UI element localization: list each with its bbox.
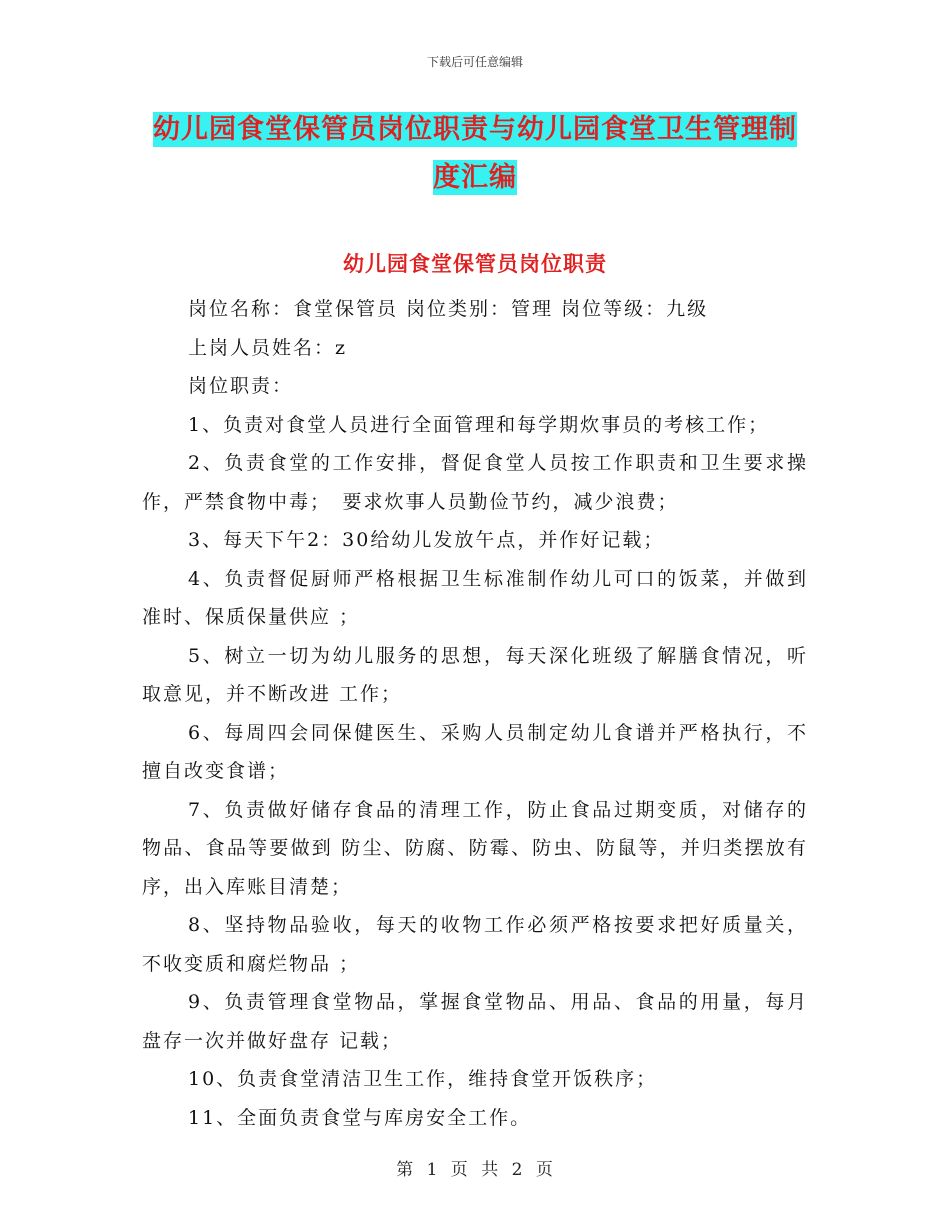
- duty-item: 5、树立一切为幼儿服务的思想，每天深化班级了解膳食情况，听取意见，并不断改进 工作；: [142, 644, 808, 705]
- duty-item: 10、负责食堂清洁卫生工作，维持食堂开饭秩序；: [188, 1068, 658, 1090]
- duty-item: 2、负责食堂的工作安排，督促食堂人员按工作职责和卫生要求操作，严禁食物中毒； 要求炊事人员勤俭节约，减少浪费；: [142, 452, 808, 513]
- paragraph-duties-heading: 岗位职责：: [188, 375, 294, 397]
- duty-item: 8、坚持物品验收，每天的收物工作必须严格按要求把好质量关，不收变质和腐烂物品 ；: [142, 914, 808, 975]
- duty-item: 6、每周四会同保健医生、采购人员制定幼儿食谱并严格执行，不擅自改变食谱；: [142, 721, 808, 782]
- paragraph-post-info: 岗位名称：食堂保管员 岗位类别：管理 岗位等级：九级: [188, 298, 709, 320]
- duty-item: 7、负责做好储存食品的清理工作，防止食品过期变质，对储存的物品、食品等要做到 防尘、防腐、防霉、防虫、防鼠等，并归类摆放有序，出入库账目清楚；: [142, 798, 808, 898]
- duty-item: 3、每天下午2：30给幼儿发放午点，并作好记载；: [188, 529, 665, 551]
- title-line-1: 幼儿园食堂保管员岗位职责与幼儿园食堂卫生管理制: [153, 114, 797, 145]
- duty-item: 9、负责管理食堂物品，掌握食堂物品、用品、食品的用量，每月盘存一次并做好盘存 记载；: [142, 991, 808, 1052]
- paragraph-staff-name: 上岗人员姓名：z: [188, 336, 348, 359]
- title-line-2: 度汇编: [433, 162, 517, 193]
- page-number: 第 1 页 共 2 页: [396, 1160, 554, 1180]
- duty-item: 4、负责督促厨师严格根据卫生标准制作幼儿可口的饭菜，并做到准时、保质保量供应 ；: [142, 567, 808, 628]
- duty-item: 11、全面负责食堂与库房安全工作。: [188, 1106, 532, 1129]
- header-note: 下载后可任意编辑: [426, 55, 523, 69]
- document-body: [142, 290, 808, 1137]
- document-title: [140, 106, 810, 202]
- duty-item: 1、负责对食堂人员进行全面管理和每学期炊事员的考核工作；: [188, 413, 770, 436]
- section-title: 幼儿园食堂保管员岗位职责: [343, 252, 607, 276]
